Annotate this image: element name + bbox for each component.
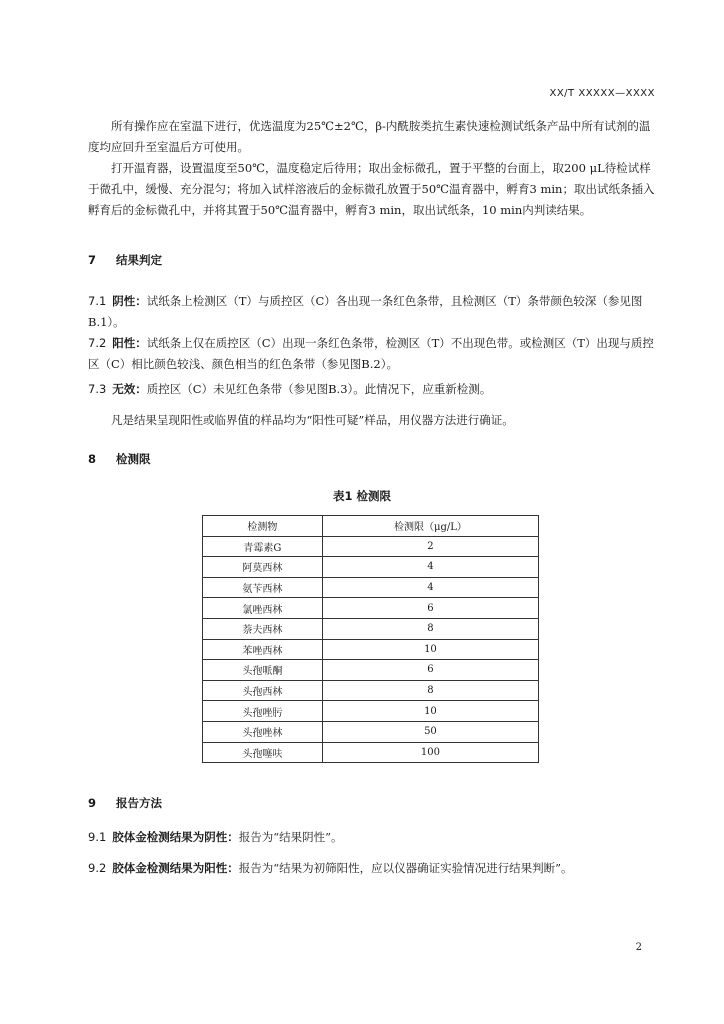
analyte-cell: 苯唑西林	[203, 639, 323, 660]
clause-7-2	[88, 333, 660, 375]
intro-paragraph-1: 所有操作应在室温下进行，优选温度为25℃±2℃，β-内酰胺类抗生素快速检测试纸条产品中所有试剂的温度均应回升至室温后方可使用。	[88, 119, 651, 154]
clause-text: 报告为“结果阴性”。	[238, 830, 343, 844]
clause-number: 7.1	[88, 294, 107, 308]
section-number: 8	[88, 452, 97, 466]
header-limit: 检测限（μg/L）	[322, 516, 538, 537]
clause-9-2	[88, 858, 660, 879]
section-9-heading	[88, 795, 162, 811]
analyte-cell: 氨苄西林	[203, 577, 323, 598]
clause-number: 7.2	[88, 336, 107, 350]
analyte-cell: 萘夫西林	[203, 618, 323, 639]
limit-cell: 100	[322, 742, 538, 763]
section-title: 报告方法	[116, 796, 162, 810]
detection-limit-table	[202, 515, 539, 763]
table-row	[203, 536, 539, 557]
analyte-cell: 头孢西林	[203, 680, 323, 701]
analyte-cell: 青霉素G	[203, 536, 323, 557]
table-header-row	[203, 516, 539, 537]
analyte-cell: 头孢唑林	[203, 721, 323, 742]
clause-text: 报告为“结果为初筛阳性，应以仪器确证实验情况进行结果判断”。	[238, 861, 573, 875]
clause-term: 阳性：	[112, 336, 147, 350]
result-note: 凡是结果呈现阳性或临界值的样品均为“阳性可疑”样品，用仪器方法进行确证。	[111, 413, 514, 427]
header-analyte: 检测物	[203, 516, 323, 537]
table-row	[203, 639, 539, 660]
clause-term: 胶体金检测结果为阴性：	[112, 830, 239, 844]
clause-term: 胶体金检测结果为阳性：	[112, 861, 239, 875]
table-row	[203, 598, 539, 619]
section-7-heading	[88, 252, 162, 268]
page-number: 2	[635, 942, 642, 953]
table-row	[203, 660, 539, 681]
limit-cell: 8	[322, 680, 538, 701]
limit-cell: 10	[322, 639, 538, 660]
table-row	[203, 618, 539, 639]
clause-number: 7.3	[88, 382, 107, 396]
clause-text: 质控区（C）未见红色条带（参见图B.3）。此情况下，应重新检测。	[146, 382, 492, 396]
intro-paragraph-2: 打开温育器，设置温度至50℃，温度稳定后待用；取出金标微孔，置于平整的台面上，取200 μL待检试样于微孔中，缓慢、充分混匀；将加入试样溶液后的金标微孔放置于50℃温育器中，孵育3 min；取出试纸条插入孵育后的金标微孔中，并将其置于50℃温育器中，孵育3 min，取出试纸条，10 min内判读结果。	[88, 161, 655, 217]
table-row	[203, 680, 539, 701]
limit-cell: 8	[322, 618, 538, 639]
limit-cell: 50	[322, 721, 538, 742]
clause-7-1	[88, 291, 660, 333]
section-8-heading	[88, 451, 151, 467]
limit-cell: 10	[322, 701, 538, 722]
limit-cell: 6	[322, 660, 538, 681]
clause-term: 阴性：	[112, 294, 147, 308]
clause-text: 试纸条上检测区（T）与质控区（C）各出现一条红色条带，且检测区（T）条带颜色较深（参见图B.1）。	[88, 294, 643, 329]
limit-cell: 6	[322, 598, 538, 619]
table-row	[203, 557, 539, 578]
section-title: 检测限	[116, 452, 151, 466]
clause-number: 9.2	[88, 861, 107, 875]
limit-cell: 4	[322, 577, 538, 598]
clause-number: 9.1	[88, 830, 107, 844]
clause-text: 试纸条上仅在质控区（C）出现一条红色条带，检测区（T）不出现色带。或检测区（T）出现与质控区（C）相比颜色较浅、颜色相当的红色条带（参见图B.2）。	[88, 336, 654, 371]
document-code: XX/T XXXXX—XXXX	[549, 88, 655, 99]
analyte-cell: 头孢噻呋	[203, 742, 323, 763]
section-number: 7	[88, 253, 97, 267]
limit-cell: 2	[322, 536, 538, 557]
table-row	[203, 577, 539, 598]
analyte-cell: 氯唑西林	[203, 598, 323, 619]
analyte-cell: 头孢唑肟	[203, 701, 323, 722]
analyte-cell: 阿莫西林	[203, 557, 323, 578]
table-title: 表1 检测限	[332, 489, 391, 503]
table-row	[203, 742, 539, 763]
clause-9-1	[88, 827, 660, 848]
section-title: 结果判定	[116, 253, 162, 267]
limit-cell: 4	[322, 557, 538, 578]
clause-term: 无效：	[112, 382, 147, 396]
table-row	[203, 701, 539, 722]
analyte-cell: 头孢哌酮	[203, 660, 323, 681]
section-number: 9	[88, 796, 97, 810]
clause-7-3	[88, 379, 660, 400]
table-row	[203, 721, 539, 742]
